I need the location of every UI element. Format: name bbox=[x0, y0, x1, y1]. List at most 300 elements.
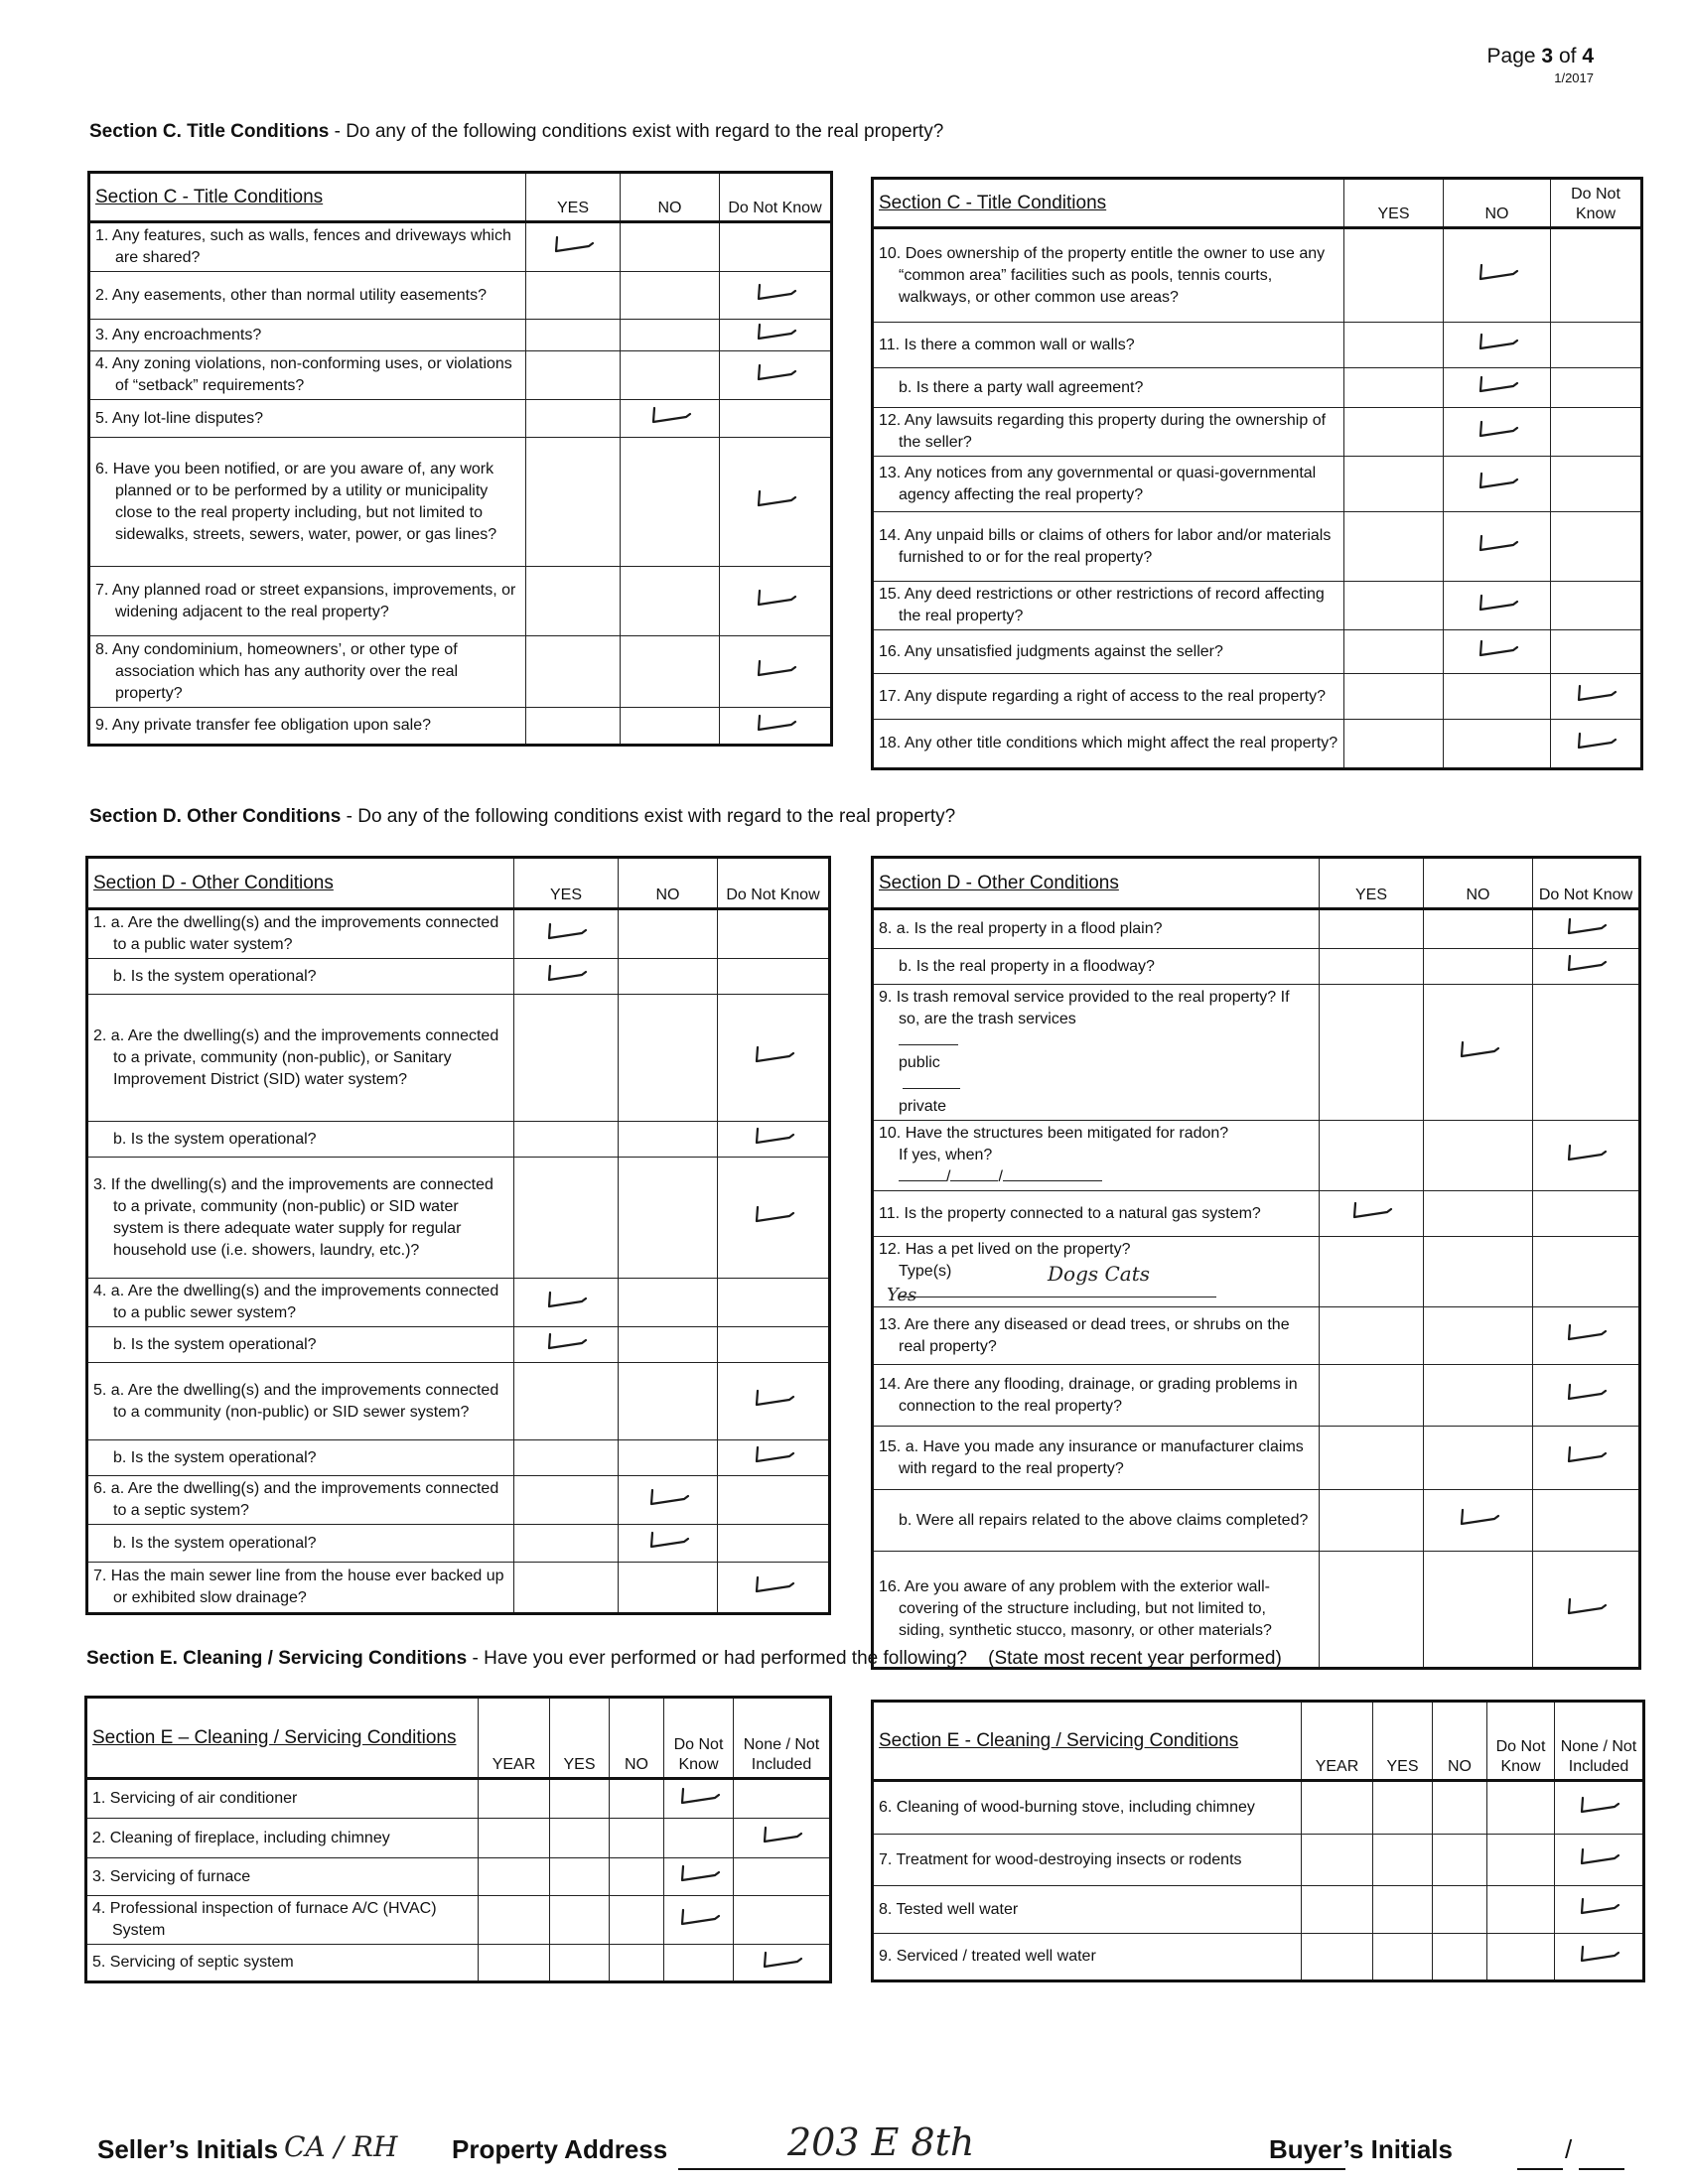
answer-cell-dnk[interactable] bbox=[718, 1158, 830, 1279]
handwritten-checkmark bbox=[1577, 1896, 1620, 1916]
pet-types-value: Dogs Cats bbox=[1048, 1262, 1151, 1286]
answer-cell-dnk[interactable] bbox=[718, 995, 830, 1122]
answer-cell-dnk[interactable] bbox=[1533, 1191, 1640, 1237]
question-label: 1. Servicing of air conditioner bbox=[92, 1790, 298, 1807]
question-row bbox=[873, 674, 1642, 720]
section-d-right-table bbox=[871, 856, 1641, 1670]
handwritten-checkmark bbox=[1476, 638, 1519, 658]
answer-cell-no[interactable] bbox=[619, 909, 718, 959]
handwritten-checkmark bbox=[1476, 533, 1519, 553]
question-text bbox=[86, 1779, 479, 1819]
answer-cell-dnk[interactable] bbox=[1551, 582, 1642, 630]
answer-cell-no[interactable] bbox=[619, 1279, 718, 1327]
answer-cell-none[interactable] bbox=[734, 1858, 831, 1896]
answer-cell-year[interactable] bbox=[479, 1779, 550, 1819]
answer-cell-yes[interactable] bbox=[514, 1525, 619, 1563]
question-label: 12. Has a pet lived on the property? bbox=[879, 1241, 1131, 1258]
answer-cell-yes[interactable] bbox=[1344, 457, 1444, 512]
handwritten-checkmark bbox=[752, 1574, 795, 1594]
answer-cell-yes[interactable] bbox=[1344, 720, 1444, 769]
handwritten-checkmark bbox=[1574, 731, 1618, 751]
answer-cell-none[interactable] bbox=[734, 1819, 831, 1858]
answer-cell-none[interactable] bbox=[734, 1779, 831, 1819]
answer-cell-dnk[interactable] bbox=[1551, 457, 1642, 512]
answer-cell-yes[interactable] bbox=[1320, 909, 1424, 949]
answer-cell-none[interactable] bbox=[1555, 1886, 1644, 1934]
question-label: 6. Cleaning of wood-burning stove, including chimney bbox=[879, 1799, 1255, 1816]
answer-cell-yes[interactable] bbox=[550, 1819, 610, 1858]
answer-cell-dnk[interactable] bbox=[720, 222, 832, 272]
column-no: NO bbox=[610, 1698, 664, 1779]
answer-cell-no[interactable] bbox=[1433, 1934, 1487, 1981]
answer-cell-no[interactable] bbox=[619, 1476, 718, 1525]
trash-public-blank[interactable] bbox=[899, 1030, 958, 1045]
section-d-heading: Section D. Other Conditions - Do any of the following conditions exist with regard to the real property? bbox=[89, 806, 956, 827]
answer-cell-yes[interactable] bbox=[526, 320, 621, 351]
answer-cell-no[interactable] bbox=[1424, 1427, 1533, 1490]
answer-cell-no[interactable] bbox=[1424, 909, 1533, 949]
question-label: 9. Any private transfer fee obligation upon sale? bbox=[95, 717, 431, 734]
pet-types bbox=[879, 1261, 1314, 1304]
question-row bbox=[89, 320, 832, 351]
column-none-not-included: None / Not Included bbox=[1555, 1702, 1644, 1781]
handwritten-checkmark bbox=[1476, 471, 1519, 490]
answer-cell-no[interactable] bbox=[621, 636, 720, 708]
answer-cell-no[interactable] bbox=[619, 1363, 718, 1440]
answer-cell-dnk[interactable] bbox=[1551, 228, 1642, 323]
answer-cell-no[interactable] bbox=[621, 567, 720, 636]
handwritten-checkmark bbox=[1564, 1143, 1608, 1162]
question-label: b. Is there a party wall agreement? bbox=[899, 378, 1144, 396]
answer-cell-dnk[interactable] bbox=[1533, 1490, 1640, 1552]
answer-cell-yes[interactable] bbox=[1320, 985, 1424, 1121]
answer-cell-yes[interactable] bbox=[514, 1158, 619, 1279]
answer-cell-no[interactable] bbox=[1444, 323, 1551, 368]
table-header-row bbox=[87, 858, 830, 909]
answer-cell-dnk[interactable] bbox=[1533, 949, 1640, 985]
handwritten-checkmark bbox=[1476, 332, 1519, 351]
answer-cell-no[interactable] bbox=[610, 1819, 664, 1858]
answer-cell-no[interactable] bbox=[619, 995, 718, 1122]
answer-cell-yes[interactable] bbox=[526, 272, 621, 320]
question-row bbox=[873, 909, 1640, 949]
question-label: 7. Any planned road or street expansions, improvements, or widening adjacent to the real property? bbox=[95, 581, 516, 620]
trash-private-blank[interactable] bbox=[903, 1074, 960, 1089]
handwritten-checkmark bbox=[752, 1388, 795, 1408]
answer-cell-dnk[interactable] bbox=[1533, 1365, 1640, 1427]
question-label: 6. Have you been notified, or are you aware of, any work planned or to be performed by a utility or municipality close to the real property including, but not limited to sidewalks, streets, sewers, water, power, or gas lines? bbox=[95, 460, 497, 543]
answer-cell-dnk[interactable] bbox=[718, 1363, 830, 1440]
handwritten-checkmark bbox=[544, 963, 588, 983]
question-label: 2. a. Are the dwelling(s) and the improvements connected to a private, community (non-public), or Sanitary Improvement District (SID) water system? bbox=[93, 1026, 499, 1088]
question-label: 8. Tested well water bbox=[879, 1900, 1019, 1918]
question-label: 2. Cleaning of fireplace, including chimney bbox=[92, 1829, 390, 1846]
column-yes: YES bbox=[550, 1698, 610, 1779]
question-row bbox=[873, 408, 1642, 457]
question-text bbox=[86, 1896, 479, 1945]
answer-cell-dnk[interactable] bbox=[1533, 1121, 1640, 1191]
answer-cell-no[interactable] bbox=[619, 1327, 718, 1363]
answer-cell-yes[interactable] bbox=[1320, 1490, 1424, 1552]
answer-cell-no[interactable] bbox=[610, 1896, 664, 1945]
question-row bbox=[86, 1779, 831, 1819]
radon-when-label: If yes, when? bbox=[899, 1147, 993, 1163]
question-text bbox=[873, 408, 1344, 457]
question-label: 13. Are there any diseased or dead trees, or shrubs on the real property? bbox=[879, 1315, 1290, 1355]
question-text bbox=[86, 1819, 479, 1858]
handwritten-checkmark bbox=[1457, 1507, 1500, 1527]
column-no: NO bbox=[1433, 1702, 1487, 1781]
answer-cell-dnk[interactable] bbox=[1551, 630, 1642, 674]
answer-cell-dnk[interactable] bbox=[664, 1945, 734, 1982]
answer-cell-yes[interactable] bbox=[514, 909, 619, 959]
answer-cell-dnk[interactable] bbox=[718, 1440, 830, 1476]
answer-cell-yes[interactable] bbox=[1344, 674, 1444, 720]
answer-cell-yes[interactable] bbox=[514, 1327, 619, 1363]
question-text bbox=[873, 630, 1344, 674]
question-row bbox=[873, 1781, 1644, 1835]
answer-cell-no[interactable] bbox=[621, 222, 720, 272]
question-row bbox=[873, 228, 1642, 323]
answer-cell-no[interactable] bbox=[621, 272, 720, 320]
answer-cell-dnk[interactable] bbox=[1551, 408, 1642, 457]
answer-cell-no[interactable] bbox=[1444, 457, 1551, 512]
radon-month-blank[interactable] bbox=[899, 1166, 946, 1181]
question-text bbox=[87, 1440, 514, 1476]
answer-cell-no[interactable] bbox=[1424, 1307, 1533, 1365]
section-e-left-table bbox=[84, 1696, 832, 1983]
answer-cell-no[interactable] bbox=[1433, 1781, 1487, 1835]
answer-cell-yes[interactable] bbox=[514, 1279, 619, 1327]
answer-cell-dnk[interactable] bbox=[720, 708, 832, 746]
handwritten-checkmark bbox=[1564, 1382, 1608, 1402]
column-do-not-know: Do Not Know bbox=[1487, 1702, 1555, 1781]
answer-cell-yes[interactable] bbox=[526, 351, 621, 400]
answer-cell-yes[interactable] bbox=[514, 959, 619, 995]
answer-cell-dnk[interactable] bbox=[664, 1819, 734, 1858]
answer-cell-no[interactable] bbox=[1424, 1237, 1533, 1307]
question-text bbox=[86, 1945, 479, 1982]
question-row bbox=[87, 1563, 830, 1614]
handwritten-checkmark bbox=[754, 362, 797, 382]
answer-cell-dnk[interactable] bbox=[1533, 1307, 1640, 1365]
answer-cell-yes[interactable] bbox=[1373, 1886, 1433, 1934]
question-row bbox=[89, 708, 832, 746]
answer-cell-yes[interactable] bbox=[1320, 1307, 1424, 1365]
handwritten-checkmark bbox=[754, 282, 797, 302]
question-row bbox=[873, 457, 1642, 512]
answer-cell-no[interactable] bbox=[610, 1779, 664, 1819]
question-row bbox=[87, 1158, 830, 1279]
answer-cell-yes[interactable] bbox=[550, 1858, 610, 1896]
answer-cell-dnk[interactable] bbox=[718, 1327, 830, 1363]
answer-cell-no[interactable] bbox=[621, 400, 720, 438]
answer-cell-dnk[interactable] bbox=[1533, 909, 1640, 949]
answer-cell-none[interactable] bbox=[1555, 1835, 1644, 1886]
answer-cell-yes[interactable] bbox=[1344, 582, 1444, 630]
answer-cell-yes[interactable] bbox=[514, 1563, 619, 1614]
answer-cell-no[interactable] bbox=[621, 320, 720, 351]
question-text bbox=[87, 995, 514, 1122]
answer-cell-no[interactable] bbox=[610, 1858, 664, 1896]
question-row bbox=[873, 1121, 1640, 1191]
question-text bbox=[873, 1365, 1320, 1427]
answer-cell-no[interactable] bbox=[1433, 1886, 1487, 1934]
answer-cell-dnk[interactable] bbox=[1551, 368, 1642, 408]
answer-cell-yes[interactable] bbox=[1344, 408, 1444, 457]
answer-cell-dnk[interactable] bbox=[1533, 1427, 1640, 1490]
question-label: b. Is the real property in a floodway? bbox=[899, 957, 1155, 975]
question-label: 5. a. Are the dwelling(s) and the improvements connected to a community (non-public) or SID sewer system? bbox=[93, 1381, 499, 1421]
handwritten-checkmark bbox=[760, 1950, 803, 1970]
answer-cell-year[interactable] bbox=[1302, 1934, 1373, 1981]
answer-cell-dnk[interactable] bbox=[1533, 1552, 1640, 1669]
answer-cell-dnk[interactable] bbox=[720, 320, 832, 351]
handwritten-checkmark bbox=[1476, 374, 1519, 394]
answer-cell-yes[interactable] bbox=[1344, 323, 1444, 368]
answer-cell-dnk[interactable] bbox=[1551, 674, 1642, 720]
answer-cell-yes[interactable] bbox=[1320, 1191, 1424, 1237]
answer-cell-no[interactable] bbox=[1444, 228, 1551, 323]
answer-cell-no[interactable] bbox=[1444, 630, 1551, 674]
question-label: 3. Any encroachments? bbox=[95, 326, 262, 343]
answer-cell-yes[interactable] bbox=[1373, 1835, 1433, 1886]
question-text bbox=[87, 1476, 514, 1525]
question-row bbox=[873, 512, 1642, 582]
answer-cell-dnk[interactable] bbox=[1551, 720, 1642, 769]
column-no: NO bbox=[621, 173, 720, 222]
question-text bbox=[87, 1122, 514, 1158]
answer-cell-no[interactable] bbox=[619, 1158, 718, 1279]
question-row bbox=[89, 567, 832, 636]
answer-cell-no[interactable] bbox=[1424, 985, 1533, 1121]
answer-cell-yes[interactable] bbox=[1320, 949, 1424, 985]
handwritten-checkmark bbox=[1564, 1322, 1608, 1342]
answer-cell-dnk[interactable] bbox=[720, 272, 832, 320]
answer-cell-dnk[interactable] bbox=[720, 400, 832, 438]
answer-cell-dnk[interactable] bbox=[1551, 323, 1642, 368]
answer-cell-no[interactable] bbox=[610, 1945, 664, 1982]
answer-cell-no[interactable] bbox=[621, 351, 720, 400]
answer-cell-no[interactable] bbox=[621, 438, 720, 567]
answer-cell-yes[interactable] bbox=[550, 1779, 610, 1819]
answer-cell-yes[interactable] bbox=[1344, 630, 1444, 674]
buyer-initials-sep: / bbox=[1565, 2134, 1573, 2164]
answer-cell-dnk[interactable] bbox=[664, 1858, 734, 1896]
property-address-value[interactable]: 203 E 8th bbox=[787, 2120, 975, 2164]
radon-year-blank[interactable] bbox=[1003, 1166, 1102, 1181]
answer-cell-dnk[interactable] bbox=[720, 636, 832, 708]
question-row bbox=[87, 1327, 830, 1363]
question-label: 15. Any deed restrictions or other restrictions of record affecting the real property? bbox=[879, 586, 1325, 624]
answer-cell-dnk[interactable] bbox=[1487, 1934, 1555, 1981]
question-text bbox=[86, 1858, 479, 1896]
answer-cell-none[interactable] bbox=[1555, 1934, 1644, 1981]
radon-day-blank[interactable] bbox=[950, 1166, 998, 1181]
answer-cell-dnk[interactable] bbox=[718, 1476, 830, 1525]
answer-cell-yes[interactable] bbox=[514, 1476, 619, 1525]
answer-cell-yes[interactable] bbox=[1344, 228, 1444, 323]
handwritten-checkmark bbox=[1577, 1846, 1620, 1866]
answer-cell-yes[interactable] bbox=[526, 636, 621, 708]
question-text bbox=[873, 674, 1344, 720]
answer-cell-dnk[interactable] bbox=[718, 1122, 830, 1158]
answer-cell-no[interactable] bbox=[1424, 1490, 1533, 1552]
table-title: Section D - Other Conditions bbox=[873, 858, 1320, 909]
question-label: 18. Any other title conditions which might affect the real property? bbox=[879, 735, 1338, 751]
answer-cell-yes[interactable] bbox=[1320, 1552, 1424, 1669]
handwritten-checkmark bbox=[1476, 419, 1519, 439]
seller-initials-label: Seller’s Initials bbox=[97, 2134, 279, 2164]
answer-cell-yes[interactable] bbox=[1344, 368, 1444, 408]
answer-cell-dnk[interactable] bbox=[718, 909, 830, 959]
question-label: 14. Any unpaid bills or claims of others for labor and/or materials furnished to or for the real property? bbox=[879, 526, 1332, 566]
answer-cell-no[interactable] bbox=[1444, 720, 1551, 769]
answer-cell-dnk[interactable] bbox=[1487, 1886, 1555, 1934]
section-c-heading: Section C. Title Conditions - Do any of the following conditions exist with regard to the real property? bbox=[89, 121, 944, 142]
answer-cell-yes[interactable] bbox=[526, 708, 621, 746]
answer-cell-year[interactable] bbox=[479, 1858, 550, 1896]
question-label: b. Is the system operational? bbox=[113, 1335, 317, 1353]
answer-cell-no[interactable] bbox=[619, 1122, 718, 1158]
answer-cell-yes[interactable] bbox=[514, 1440, 619, 1476]
answer-cell-yes[interactable] bbox=[550, 1945, 610, 1982]
page-footer bbox=[97, 2120, 1597, 2176]
answer-cell-dnk[interactable] bbox=[1533, 1237, 1640, 1307]
answer-cell-year[interactable] bbox=[1302, 1835, 1373, 1886]
answer-cell-no[interactable] bbox=[1424, 1191, 1533, 1237]
answer-cell-dnk[interactable] bbox=[1487, 1781, 1555, 1835]
column-year: YEAR bbox=[479, 1698, 550, 1779]
buyer-initials-line-2[interactable] bbox=[1579, 2168, 1624, 2170]
answer-cell-no[interactable] bbox=[1444, 368, 1551, 408]
question-label: 9. Is trash removal service provided to the real property? If so, are the trash services bbox=[879, 989, 1290, 1027]
answer-cell-yes[interactable] bbox=[1373, 1934, 1433, 1981]
answer-cell-no[interactable] bbox=[619, 959, 718, 995]
answer-cell-yes[interactable] bbox=[526, 438, 621, 567]
answer-cell-yes[interactable] bbox=[1373, 1781, 1433, 1835]
question-row bbox=[89, 438, 832, 567]
question-row bbox=[87, 909, 830, 959]
question-row bbox=[873, 1886, 1644, 1934]
question-row bbox=[89, 636, 832, 708]
answer-cell-no[interactable] bbox=[1444, 582, 1551, 630]
question-row bbox=[87, 1476, 830, 1525]
question-text bbox=[873, 512, 1344, 582]
table-header-row bbox=[89, 173, 832, 222]
answer-cell-dnk[interactable] bbox=[718, 959, 830, 995]
question-row bbox=[873, 720, 1642, 769]
question-row bbox=[87, 1525, 830, 1563]
answer-cell-yes[interactable] bbox=[1320, 1121, 1424, 1191]
question-text bbox=[873, 1121, 1320, 1191]
buyer-initials-line-1[interactable] bbox=[1517, 2168, 1563, 2170]
question-label: 12. Any lawsuits regarding this property during the ownership of the seller? bbox=[879, 412, 1327, 451]
trash-services-options bbox=[879, 1030, 1314, 1118]
question-row bbox=[873, 368, 1642, 408]
answer-cell-dnk[interactable] bbox=[720, 438, 832, 567]
answer-cell-dnk[interactable] bbox=[718, 1525, 830, 1563]
buyer-initials-label: Buyer’s Initials bbox=[1269, 2134, 1453, 2164]
question-text bbox=[89, 272, 526, 320]
answer-cell-no[interactable] bbox=[621, 708, 720, 746]
question-label: 14. Are there any flooding, drainage, or grading problems in connection to the real property? bbox=[879, 1375, 1298, 1415]
column-year: YEAR bbox=[1302, 1702, 1373, 1781]
answer-cell-none[interactable] bbox=[734, 1896, 831, 1945]
answer-cell-dnk[interactable] bbox=[720, 351, 832, 400]
section-e-heading: Section E. Cleaning / Servicing Conditions - Have you ever performed or had performed the following? (State most recent year performed) bbox=[86, 1648, 1282, 1669]
seller-initials-signature[interactable]: CA / RH bbox=[284, 2130, 398, 2163]
answer-cell-dnk[interactable] bbox=[1487, 1835, 1555, 1886]
answer-cell-year[interactable] bbox=[479, 1819, 550, 1858]
question-label: 7. Treatment for wood-destroying insects or rodents bbox=[879, 1850, 1242, 1868]
question-text bbox=[873, 228, 1344, 323]
answer-cell-no[interactable] bbox=[1444, 512, 1551, 582]
table-title: Section D - Other Conditions bbox=[87, 858, 514, 909]
answer-cell-no[interactable] bbox=[1424, 1552, 1533, 1669]
question-text bbox=[873, 368, 1344, 408]
answer-cell-no[interactable] bbox=[619, 1525, 718, 1563]
answer-cell-dnk[interactable] bbox=[1551, 512, 1642, 582]
answer-cell-no[interactable] bbox=[1424, 1365, 1533, 1427]
handwritten-checkmark bbox=[677, 1907, 721, 1927]
answer-cell-none[interactable] bbox=[1555, 1781, 1644, 1835]
answer-cell-dnk[interactable] bbox=[664, 1896, 734, 1945]
question-text bbox=[873, 1307, 1320, 1365]
answer-cell-dnk[interactable] bbox=[718, 1563, 830, 1614]
answer-cell-yes[interactable] bbox=[526, 400, 621, 438]
question-text bbox=[873, 949, 1320, 985]
answer-cell-yes[interactable] bbox=[514, 1122, 619, 1158]
table-title: Section C - Title Conditions bbox=[89, 173, 526, 222]
answer-cell-none[interactable] bbox=[734, 1945, 831, 1982]
answer-cell-year[interactable] bbox=[479, 1945, 550, 1982]
answer-cell-no[interactable] bbox=[1444, 674, 1551, 720]
answer-cell-no[interactable] bbox=[1424, 1121, 1533, 1191]
question-row bbox=[873, 1191, 1640, 1237]
handwritten-checkmark bbox=[752, 1126, 795, 1146]
question-row bbox=[86, 1945, 831, 1982]
answer-cell-yes[interactable] bbox=[1320, 1427, 1424, 1490]
answer-cell-yes[interactable] bbox=[1320, 1237, 1424, 1307]
question-row bbox=[86, 1896, 831, 1945]
answer-cell-yes[interactable] bbox=[1320, 1365, 1424, 1427]
answer-cell-no[interactable] bbox=[1433, 1835, 1487, 1886]
answer-cell-dnk[interactable] bbox=[720, 567, 832, 636]
answer-cell-year[interactable] bbox=[1302, 1886, 1373, 1934]
answer-cell-yes[interactable] bbox=[1344, 512, 1444, 582]
answer-cell-year[interactable] bbox=[479, 1896, 550, 1945]
question-text bbox=[89, 222, 526, 272]
question-label: 4. Professional inspection of furnace A/C (HVAC) System bbox=[92, 1900, 437, 1939]
answer-cell-yes[interactable] bbox=[526, 567, 621, 636]
answer-cell-yes[interactable] bbox=[550, 1896, 610, 1945]
answer-cell-no[interactable] bbox=[1444, 408, 1551, 457]
answer-cell-dnk[interactable] bbox=[664, 1779, 734, 1819]
answer-cell-dnk[interactable] bbox=[718, 1279, 830, 1327]
answer-cell-yes[interactable] bbox=[514, 1363, 619, 1440]
answer-cell-no[interactable] bbox=[1424, 949, 1533, 985]
answer-cell-no[interactable] bbox=[619, 1440, 718, 1476]
handwritten-checkmark bbox=[1349, 1200, 1393, 1220]
answer-cell-yes[interactable] bbox=[526, 222, 621, 272]
question-label: 15. a. Have you made any insurance or manufacturer claims with regard to the real property? bbox=[879, 1437, 1304, 1477]
answer-cell-dnk[interactable] bbox=[1533, 985, 1640, 1121]
answer-cell-yes[interactable] bbox=[514, 995, 619, 1122]
answer-cell-year[interactable] bbox=[1302, 1781, 1373, 1835]
question-text bbox=[87, 1279, 514, 1327]
answer-cell-no[interactable] bbox=[619, 1563, 718, 1614]
